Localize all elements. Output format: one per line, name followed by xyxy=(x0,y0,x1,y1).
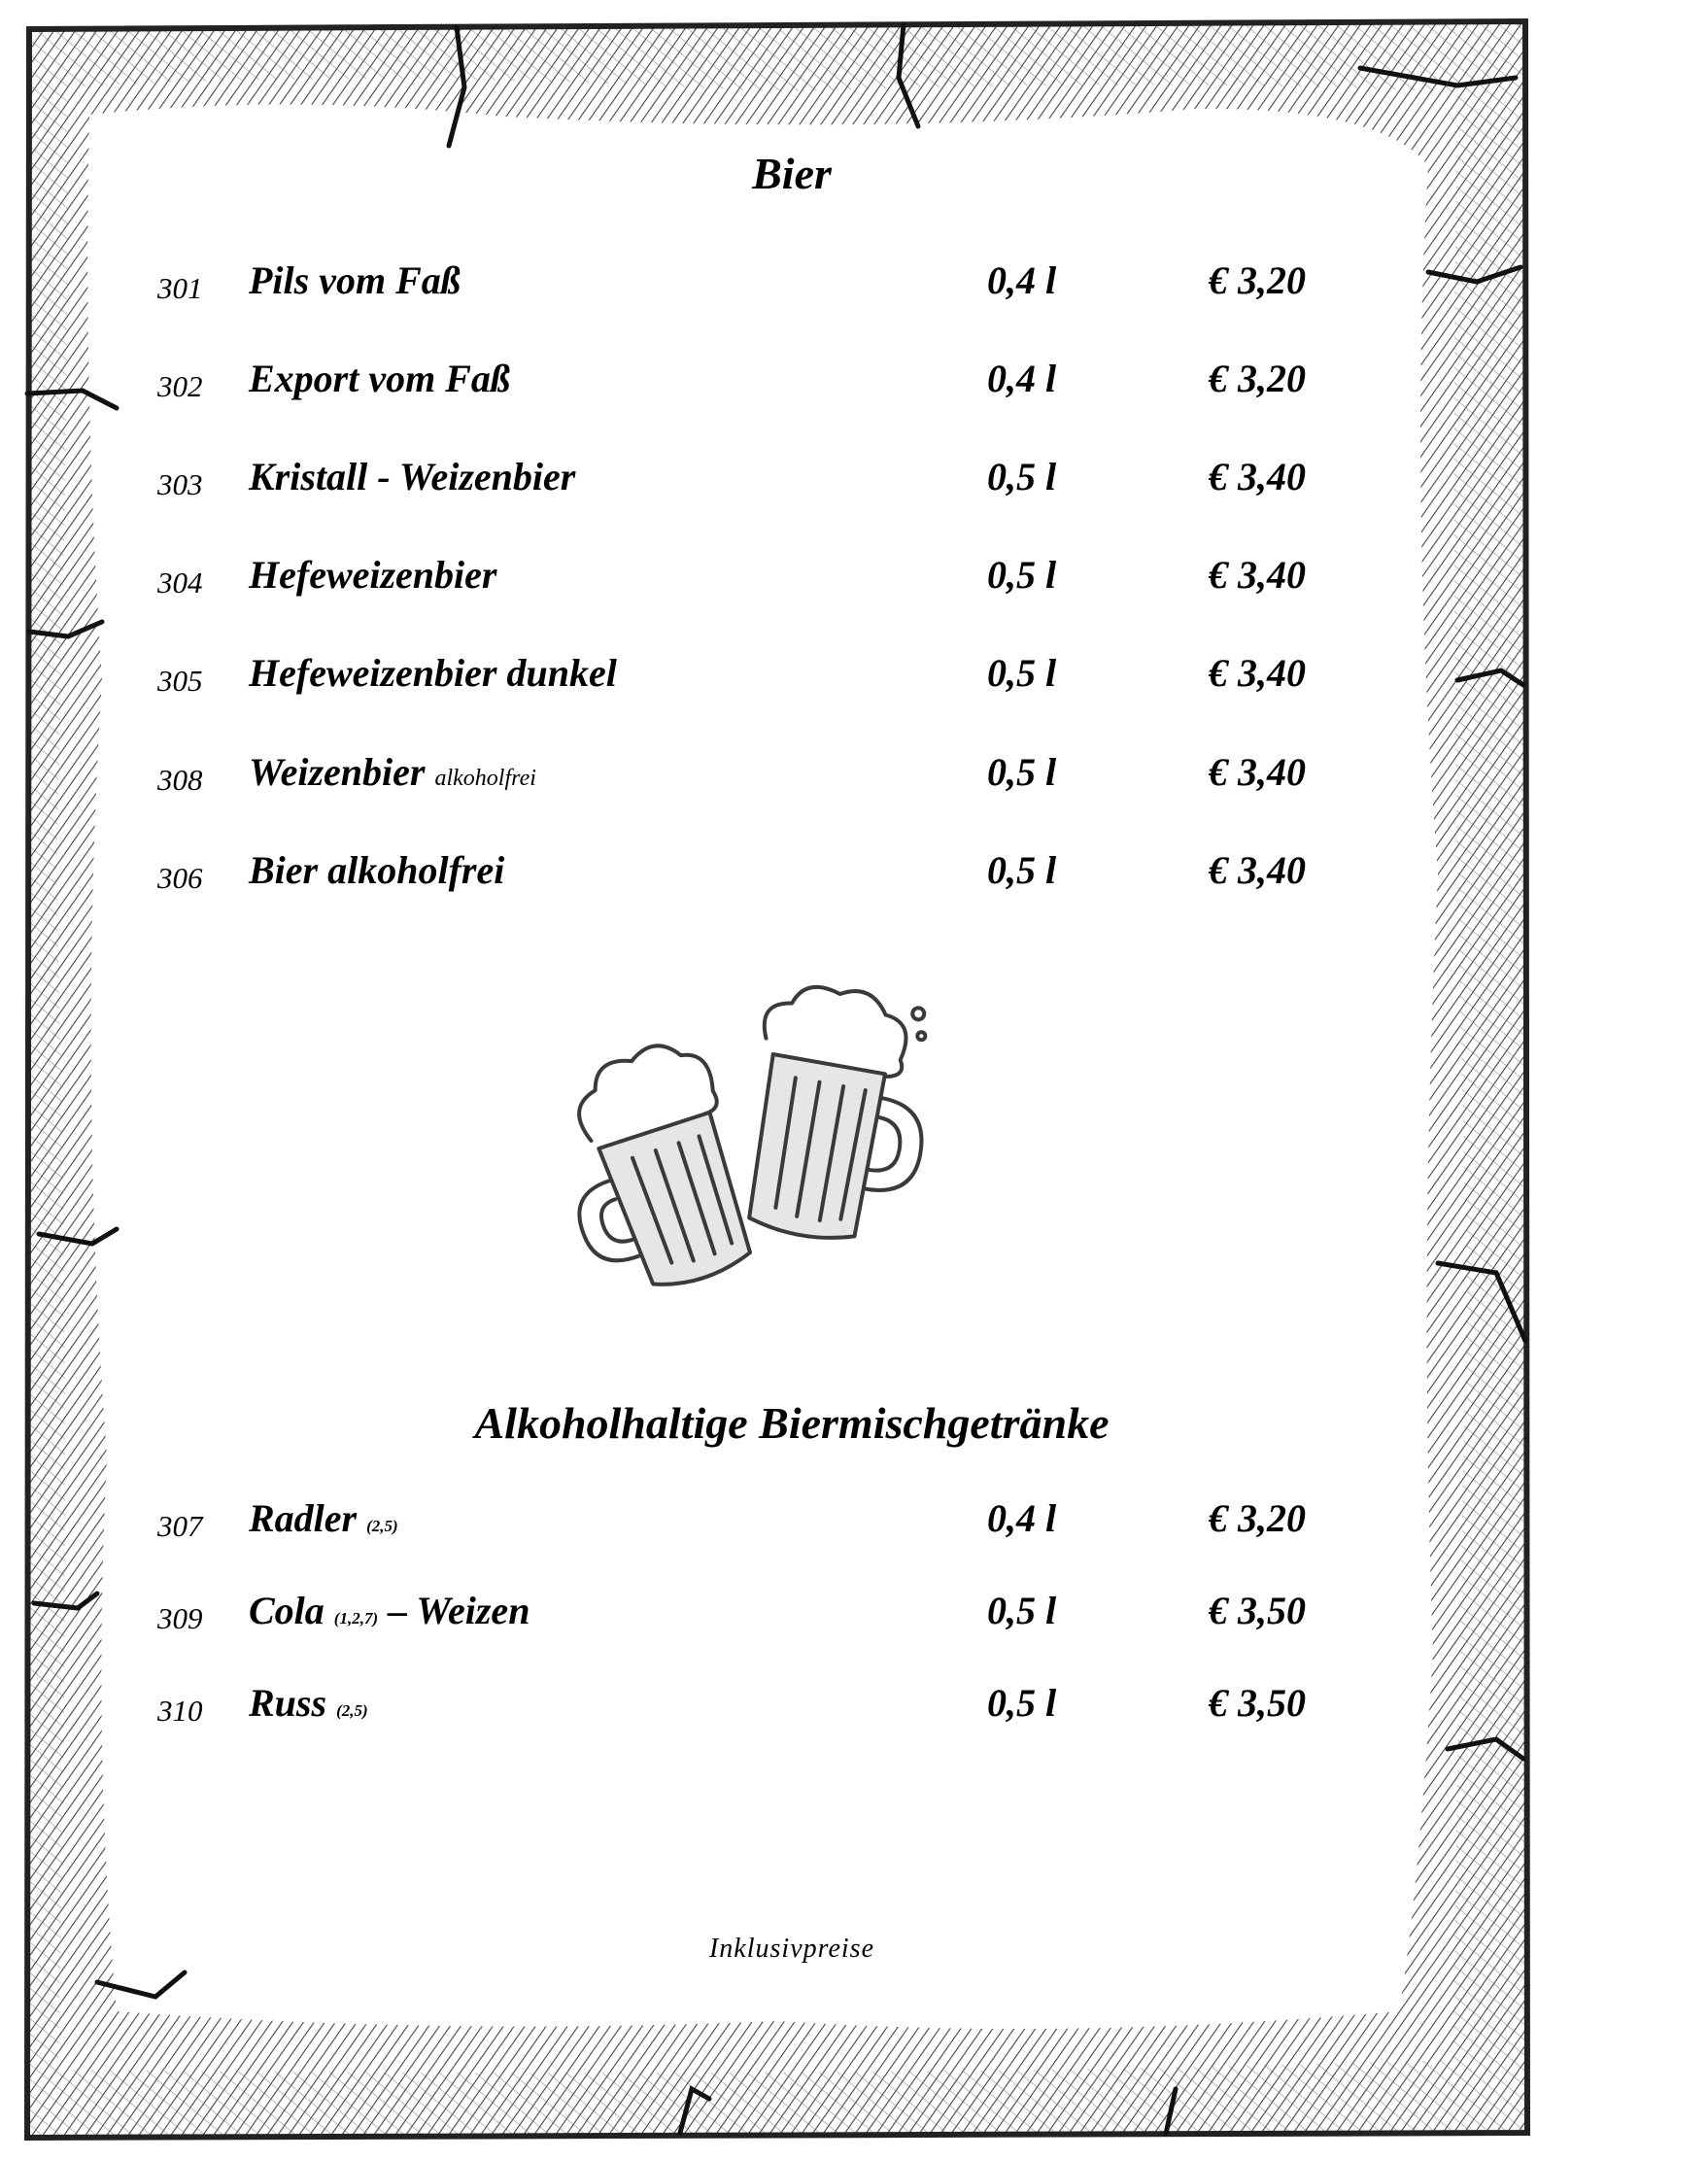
item-name: Bier alkoholfrei xyxy=(249,848,505,892)
item-volume: 0,5 l xyxy=(987,750,1057,794)
item-name xyxy=(249,1680,368,1726)
item-number: 303 xyxy=(157,467,203,501)
item-name xyxy=(249,1495,398,1541)
item-price: € 3,40 xyxy=(1209,553,1306,597)
item-volume: 0,5 l xyxy=(987,553,1057,597)
item-number: 301 xyxy=(157,271,203,305)
section-title-mix: Alkoholhaltige Biermischgetränke xyxy=(474,1398,1110,1448)
menu-row xyxy=(0,650,1584,708)
item-name: Hefeweizenbier xyxy=(249,553,497,597)
menu-row xyxy=(0,454,1584,512)
item-number: 309 xyxy=(157,1601,203,1635)
menu-row xyxy=(0,356,1584,414)
item-volume: 0,4 l xyxy=(987,357,1057,400)
item-number: 310 xyxy=(157,1694,203,1728)
item-volume: 0,5 l xyxy=(987,1681,1057,1725)
item-volume: 0,4 l xyxy=(987,1496,1057,1540)
menu-row xyxy=(0,1495,1584,1554)
menu-row xyxy=(0,847,1584,906)
item-price: € 3,20 xyxy=(1209,357,1306,400)
menu-row xyxy=(0,1588,1584,1646)
item-price: € 3,40 xyxy=(1209,455,1306,498)
item-volume: 0,5 l xyxy=(987,455,1057,498)
item-note: (2,5) xyxy=(336,1701,368,1720)
item-name-text: Russ xyxy=(249,1681,327,1725)
item-name xyxy=(249,749,536,795)
item-note: (1,2,7) xyxy=(333,1609,379,1628)
menu-row xyxy=(0,552,1584,610)
item-name: Export vom Faß xyxy=(249,357,510,400)
item-note: alkoholfrei xyxy=(434,766,536,791)
item-name: Hefeweizenbier dunkel xyxy=(249,651,617,695)
footer-note: Inklusivpreise xyxy=(708,1934,875,1964)
beer-mugs-icon xyxy=(559,981,938,1317)
item-price: € 3,50 xyxy=(1209,1681,1306,1725)
item-volume: 0,4 l xyxy=(987,258,1057,302)
item-price: € 3,20 xyxy=(1209,258,1306,302)
item-volume: 0,5 l xyxy=(987,1589,1057,1632)
item-price: € 3,40 xyxy=(1209,651,1306,695)
item-name-suffix: – Weizen xyxy=(388,1589,530,1632)
item-volume: 0,5 l xyxy=(987,651,1057,695)
item-name-text: Radler xyxy=(249,1496,358,1540)
section-title-bier: Bier xyxy=(752,149,832,198)
menu-row xyxy=(0,1680,1584,1738)
item-price: € 3,20 xyxy=(1209,1496,1306,1540)
menu-row xyxy=(0,257,1584,316)
item-name-text: Weizenbier xyxy=(249,750,426,794)
item-volume: 0,5 l xyxy=(987,848,1057,892)
item-number: 305 xyxy=(157,664,203,698)
item-name: Pils vom Faß xyxy=(249,258,461,302)
item-name: Kristall - Weizenbier xyxy=(249,455,576,498)
item-name-text: Cola xyxy=(249,1589,325,1632)
item-price: € 3,40 xyxy=(1209,848,1306,892)
item-number: 302 xyxy=(157,369,203,403)
item-note: (2,5) xyxy=(366,1517,398,1535)
item-number: 306 xyxy=(157,861,203,895)
item-number: 308 xyxy=(157,763,203,797)
menu-row xyxy=(0,749,1584,807)
item-number: 304 xyxy=(157,565,203,600)
item-number: 307 xyxy=(157,1509,203,1543)
item-name xyxy=(249,1588,529,1633)
item-price: € 3,50 xyxy=(1209,1589,1306,1632)
item-price: € 3,40 xyxy=(1209,750,1306,794)
